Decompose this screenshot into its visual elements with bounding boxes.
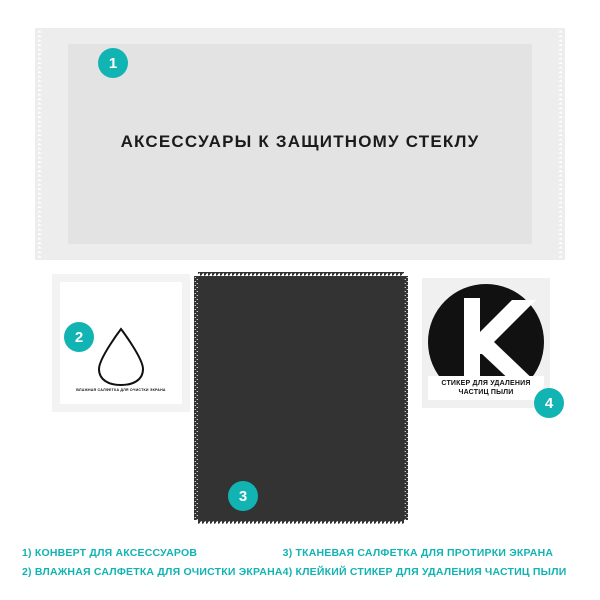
sticker-caption-line-2: ЧАСТИЦ ПЫЛИ xyxy=(458,389,514,396)
envelope-zigzag-left-edge xyxy=(35,28,44,260)
sticker-caption-line-1: СТИКЕР ДЛЯ УДАЛЕНИЯ xyxy=(441,380,531,387)
legend-item-4: 4) КЛЕЙКИЙ СТИКЕР ДЛЯ УДАЛЕНИЯ ЧАСТИЦ ПЫЛИ xyxy=(282,566,567,578)
cloth-zigzag-right-edge xyxy=(404,276,408,520)
badge-4-sticker: 4 xyxy=(534,388,564,418)
badge-1-envelope: 1 xyxy=(98,48,128,78)
badge-2-wet-wipe: 2 xyxy=(64,322,94,352)
wet-wipe-caption: ВЛАЖНАЯ САЛФЕТКА ДЛЯ ОЧИСТКИ ЭКРАНА xyxy=(76,388,166,392)
cloth-zigzag-bottom-edge xyxy=(198,520,404,524)
sticker-caption xyxy=(428,376,544,400)
legend-item-2: 2) ВЛАЖНАЯ САЛФЕТКА ДЛЯ ОЧИСТКИ ЭКРАНА xyxy=(22,566,283,578)
badge-3-cloth: 3 xyxy=(228,481,258,511)
water-drop-icon xyxy=(95,326,147,388)
microfiber-cloth xyxy=(198,276,404,520)
cloth-zigzag-top-edge xyxy=(198,272,404,276)
legend-column-right xyxy=(283,547,578,578)
legend-item-3: 3) ТКАНЕВАЯ САЛФЕТКА ДЛЯ ПРОТИРКИ ЭКРАНА xyxy=(282,547,554,559)
legend xyxy=(0,547,600,578)
envelope-zigzag-right-edge xyxy=(556,28,565,260)
legend-item-1: 1) КОНВЕРТ ДЛЯ АКСЕССУАРОВ xyxy=(22,547,198,559)
dust-removal-sticker xyxy=(422,278,550,408)
legend-column-left xyxy=(22,547,283,578)
cloth-zigzag-left-edge xyxy=(194,276,198,520)
envelope-title: АКСЕССУАРЫ К ЗАЩИТНОМУ СТЕКЛУ xyxy=(120,132,480,151)
